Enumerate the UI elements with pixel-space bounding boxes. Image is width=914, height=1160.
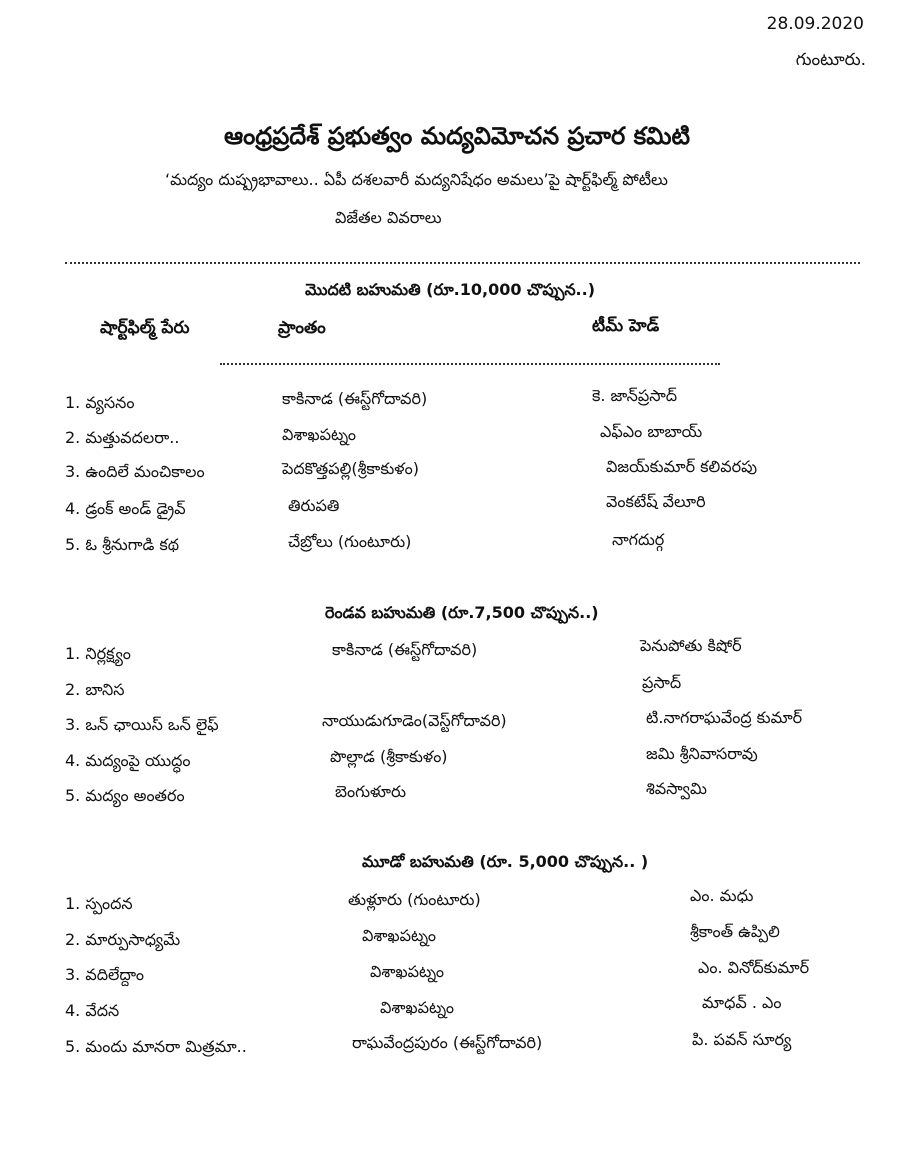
entry-team: నాగదుర్గ (612, 530, 665, 549)
entry-region: చేబ్రోలు (గుంటూరు) (288, 532, 412, 551)
entry-team: ఎం. వినోద్‌కుమార్ (698, 958, 810, 977)
entry-team: పి. పవన్ సూర్య (692, 1030, 792, 1049)
entry-region: విశాఖపట్నం (362, 926, 437, 945)
entry-team: శివస్వామి (646, 779, 707, 798)
column-header-region: ప్రాంతం (278, 318, 326, 338)
entry-region: విశాఖపట్నం (282, 425, 357, 444)
entry-team: ఎం. మధు (690, 886, 754, 905)
entry-region: నాయుడుగూడెం(వెస్ట్‌గోదావరి) (322, 711, 507, 730)
document-place: గుంటూరు. (795, 50, 866, 70)
entry-team: జమి శ్రీనివాసరావు (646, 744, 758, 763)
entry-film: 4. వేదన (65, 1001, 120, 1020)
entry-team: ప్రసాద్ (642, 673, 682, 692)
entry-region: బెంగుళూరు (335, 782, 407, 801)
entry-region: విశాఖపట్నం (380, 998, 455, 1017)
entry-region: విశాఖపట్నం (370, 962, 445, 981)
divider-top (65, 262, 860, 264)
entry-region: పెదకొత్తపల్లి(శ్రీకాకుళం) (282, 459, 419, 478)
document-subtitle: ‘మద్యం దుష్ప్రభావాలు.. ఏపీ దశలవారీ మద్యనిషేధం అమలు’పై షార్ట్‌ఫిల్మ్ పోటీలు (165, 170, 668, 189)
entry-film: 2. బానిస (65, 680, 125, 699)
entry-region: తుళ్లూరు (గుంటూరు) (348, 890, 481, 909)
entry-film: 1. స్పందన (65, 894, 133, 913)
prize-heading-second: రెండవ బహుమతి (రూ.7,500 చొప్పున..) (325, 603, 599, 622)
entry-film: 5. ఓ శ్రీనుగాడి కథ (65, 535, 180, 554)
entry-region: కాకినాడ (ఈస్ట్‌గోదావరి) (282, 389, 428, 408)
entry-film: 2. మార్పుసాధ్యమే (65, 930, 181, 949)
document-title: ఆంధ్రప్రదేశ్ ప్రభుత్వం మద్యవిమోచన ప్రచార కమిటి (223, 122, 691, 150)
entry-film: 1. వ్యసనం (65, 393, 135, 412)
entry-film: 3. ఒన్ ఛాయిస్ ఒన్ లైఫ్ (65, 715, 219, 734)
entry-team: ఎఫ్‌ఎం బాబాయ్ (600, 422, 703, 441)
prize-heading-third: మూడో బహుమతి (రూ. 5,000 చొప్పున.. ) (362, 852, 649, 871)
prize-heading-first: మొదటి బహుమతి (రూ.10,000 చొప్పున..) (305, 280, 596, 299)
entry-film: 1. నిర్లక్ష్యం (65, 644, 131, 663)
entry-team: శ్రీకాంత్ ఉప్పిలి (690, 922, 780, 941)
entry-film: 4. మద్యంపై యుద్ధం (65, 751, 191, 770)
entry-team: విజయ్‌కుమార్ కలివరపు (606, 457, 758, 476)
entry-region: పొల్లాడ (శ్రీకాకుళం) (330, 747, 448, 766)
entry-film: 2. మత్తువదలరా.. (65, 428, 180, 447)
entry-team: వెంకటేష్ వేలూరి (606, 492, 706, 511)
entry-team: టి.నాగరాఘవేంద్ర కుమార్ (646, 708, 803, 727)
entry-region: తిరుపతి (288, 496, 340, 515)
document-date: 28.09.2020 (766, 14, 864, 34)
column-header-team: టీమ్ హెడ్ (592, 316, 660, 336)
entry-team: పెనుపోతు కిషోర్ (640, 636, 742, 655)
divider-header (220, 363, 720, 365)
winners-heading: విజేతల వివరాలు (335, 208, 442, 227)
entry-film: 5. మందు మానరా మిత్రమా.. (65, 1037, 247, 1056)
entry-region: రాఘవేంద్రపురం (ఈస్ట్‌గోదావరి) (352, 1033, 543, 1052)
entry-film: 5. మద్యం అంతరం (65, 786, 185, 805)
entry-region: కాకినాడ (ఈస్ట్‌గోదావరి) (332, 640, 478, 659)
column-header-film: షార్ట్‌ఫిల్మ్ పేరు (100, 318, 190, 338)
entry-film: 3. ఉందిలే మంచికాలం (65, 462, 205, 481)
entry-team: మాధవ్ . ఎం (702, 993, 782, 1012)
entry-film: 3. వదిలేద్దాం (65, 965, 144, 984)
entry-film: 4. డ్రంక్ అండ్ డ్రైవ్ (65, 499, 186, 518)
entry-team: కె. జాన్‌ప్రసాద్ (592, 386, 678, 405)
